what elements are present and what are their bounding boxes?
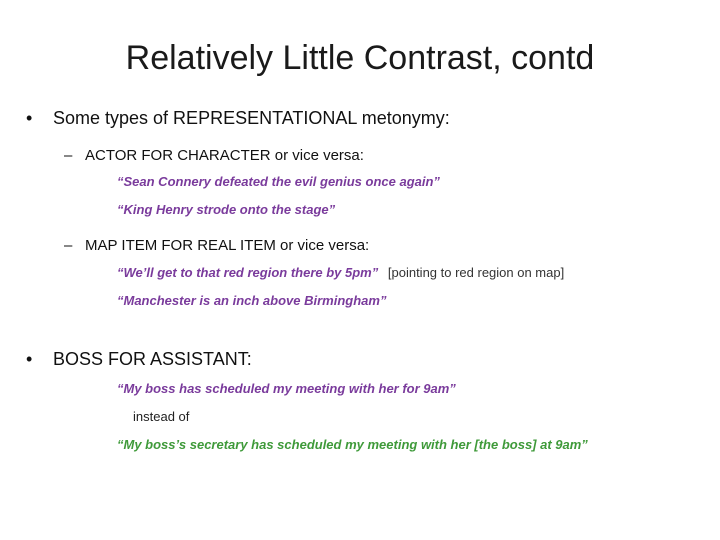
example-boss-secretary: “My boss’s secretary has scheduled my meeting with her [the boss] at 9am”	[117, 437, 588, 452]
bullet-representational-metonymy: Some types of REPRESENTATIONAL metonymy:	[53, 108, 450, 128]
connector-instead-of: instead of	[133, 409, 190, 424]
bullet-boss-for-assistant: BOSS FOR ASSISTANT:	[53, 349, 252, 369]
bullet-marker: •	[26, 349, 33, 369]
dash-marker: –	[64, 237, 73, 254]
example-sean-connery: “Sean Connery defeated the evil genius once again”	[117, 174, 440, 189]
example-manchester: “Manchester is an inch above Birmingham”	[117, 293, 387, 308]
example-red-region	[117, 264, 564, 282]
dash-marker: –	[64, 147, 73, 164]
sub-bullet-actor-for-character: ACTOR FOR CHARACTER or vice versa:	[85, 147, 364, 164]
example-king-henry: “King Henry strode onto the stage”	[117, 202, 336, 217]
slide-title: Relatively Little Contrast, contd	[125, 39, 595, 77]
bullet-marker: •	[26, 108, 33, 128]
sub-bullet-map-item-for-real-item: MAP ITEM FOR REAL ITEM or vice versa:	[85, 237, 370, 254]
example-red-region-quote: “We’ll get to that red region there by 5pm”	[117, 265, 379, 280]
example-boss-scheduled: “My boss has scheduled my meeting with her for 9am”	[117, 381, 456, 396]
example-red-region-note: [pointing to red region on map]	[387, 265, 565, 280]
